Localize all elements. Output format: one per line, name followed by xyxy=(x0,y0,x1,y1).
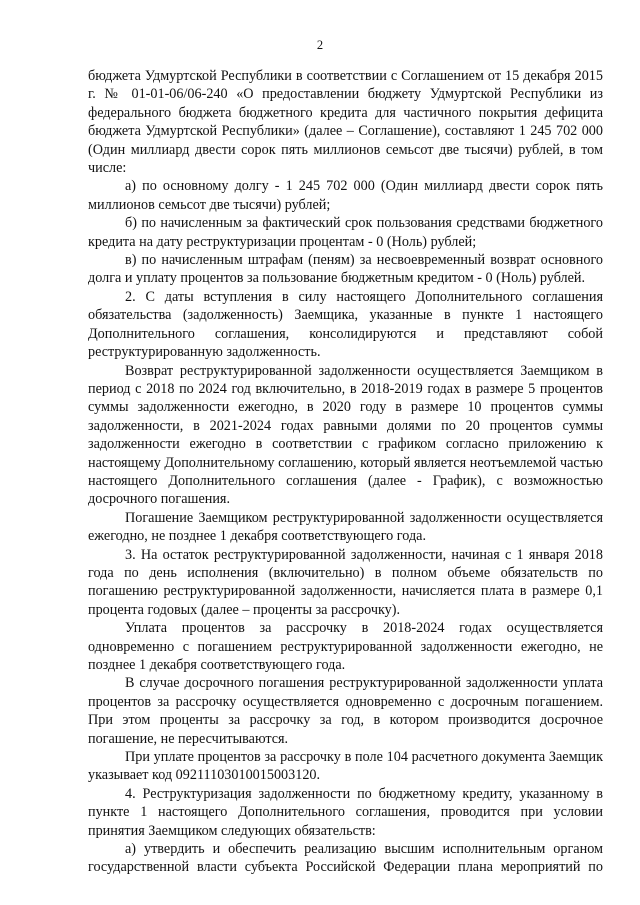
paragraph-payment-code: При уплате процентов за рассрочку в поле 104 расчетного документа Заемщик указывает код 09211103010015003120. xyxy=(88,749,603,784)
document-body xyxy=(88,67,603,877)
paragraph-repayment-deadline: Погашение Заемщиком реструктурированной задолженности осуществляется ежегодно, не позднее 1 декабря соответствующего года. xyxy=(88,509,603,545)
paragraph-item-a-plan: а) утвердить и обеспечить реализацию высшим исполнительным органом государственной власти субъекта Российской Федерации плана мероприятий по xyxy=(88,841,603,876)
paragraph-item-c-penalties: в) по начисленным штрафам (пеням) за несвоевременный возврат основного долга и уплату процентов за пользование бюджетным кредитом - 0 (Ноль) рублей. xyxy=(88,252,603,287)
paragraph-early-repayment: В случае досрочного погашения реструктурированной задолженности уплата процентов за рассрочку осуществляется одновременно с досрочным погашением. При этом проценты за рассрочку за год, в котором производится досрочное погашение, не пересчитываются. xyxy=(88,675,603,747)
paragraph-clause-4: 4. Реструктуризация задолженности по бюджетному кредиту, указанному в пункте 1 настоящего Дополнительного соглашения, проводится при условии принятия Заемщиком следующих обязательств: xyxy=(88,785,603,839)
paragraph-intro: бюджета Удмуртской Республики в соответствии с Соглашением от 15 декабря 2015 г. № 01-01-06/06-240 «О предоставлении бюджету Удмуртской Республики из федерального бюджета бюджетного кредита для частичного покрытия дефицита бюджета Удмуртской Республики» (далее – Соглашение), составляют 1 245 702 000 (Один миллиард двести сорок пять миллионов семьсот две тысячи) рублей, в том числе: xyxy=(88,68,603,177)
page-number: 2 xyxy=(316,38,324,52)
paragraph-clause-2: 2. С даты вступления в силу настоящего Дополнительного соглашения обязательства (задолженность) Заемщика, указанные в пункте 1 настоящего Дополнительного соглашения, консолидируются и представляют собой реструктурированную задолженность. xyxy=(88,288,603,361)
paragraph-item-b-interest: б) по начисленным за фактический срок пользования средствами бюджетного кредита на дату реструктуризации процентам - 0 (Ноль) рублей; xyxy=(88,215,603,250)
paragraph-clause-3: 3. На остаток реструктурированной задолженности, начиная с 1 января 2018 года по день исполнения (включительно) в полном объеме обязательств по погашению реструктурированной задолженности, начисляется плата в размере 0,1 процента годовых (далее – проценты за рассрочку). xyxy=(88,546,603,618)
paragraph-item-a-main-debt: а) по основному долгу - 1 245 702 000 (Один миллиард двести сорок пять миллионов семьсот две тысячи) рублей; xyxy=(88,178,603,213)
paragraph-repayment-schedule: Возврат реструктурированной задолженности осуществляется Заемщиком в период с 2018 по 2024 год включительно, в 2018-2019 годах в размере 5 процентов суммы задолженности ежегодно, в 2020 году в размере 10 процентов суммы задолженности, в 2021-2024 годах равными долями по 20 процентов суммы задолженности ежегодно в соответствии с графиком согласно приложению к настоящему Дополнительному соглашению, который является неотъемлемой частью настоящего Дополнительного соглашения (далее - График), с возможностью досрочного погашения. xyxy=(88,362,603,508)
paragraph-interest-payment: Уплата процентов за рассрочку в 2018-2024 годах осуществляется одновременно с погашением реструктурированной задолженности ежегодно, не позднее 1 декабря соответствующего года. xyxy=(88,620,603,673)
